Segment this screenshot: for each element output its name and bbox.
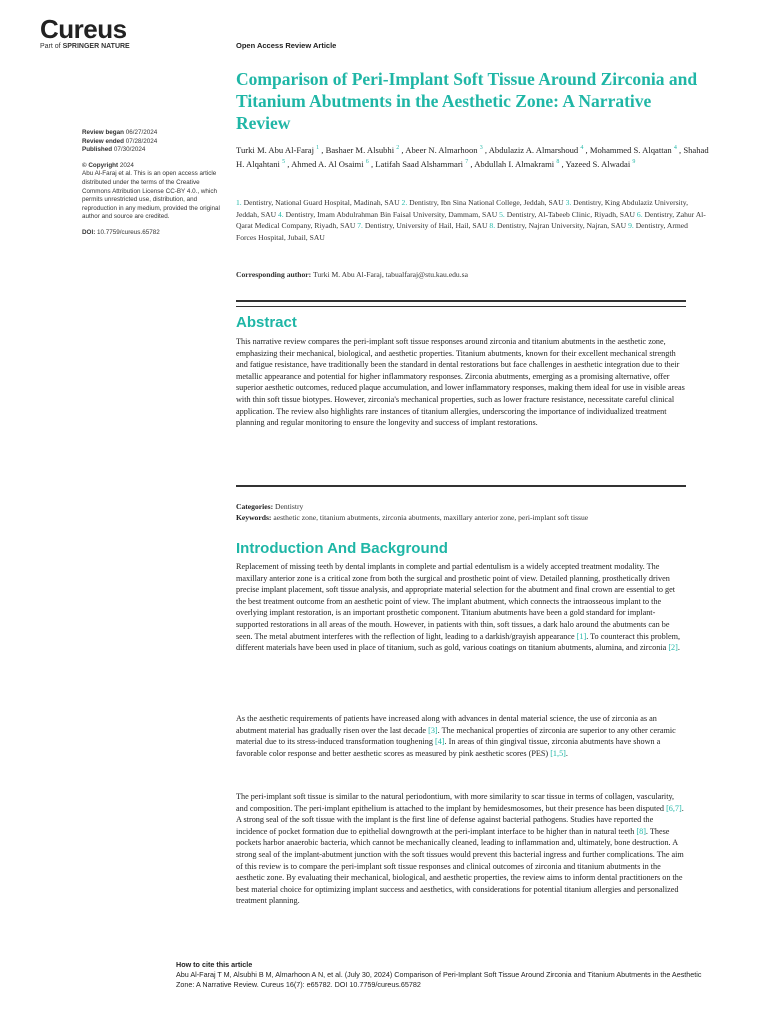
- affiliation-number: 6.: [636, 209, 643, 219]
- logo-wordmark: Cureus: [40, 14, 127, 44]
- doi: [82, 229, 222, 238]
- keywords-value: aesthetic zone, titanium abutments, zirconia abutments, maxillary anterior zone, peri-implant soft tissue: [273, 512, 589, 522]
- affiliation-number: 8.: [489, 221, 496, 231]
- corresponding-label: Corresponding author:: [236, 270, 312, 279]
- text-run: .: [565, 748, 568, 758]
- affiliation-number: 2.: [401, 198, 408, 207]
- affiliation-number: 4.: [277, 209, 284, 219]
- keywords: [236, 513, 696, 524]
- affiliation: Dentistry, Al-Tabeeb Clinic, Riyadh, SAU: [506, 209, 635, 219]
- citation-link[interactable]: [3]: [428, 725, 438, 735]
- author: Ahmed A. Al Osaimi: [291, 159, 364, 170]
- affiliation-number: 1.: [236, 198, 242, 207]
- license-text: Abu Al-Faraj et al. This is an open access article distributed under the terms of the Creative Commons Attribution License CC-BY 4.0., which permits unrestricted use, distribution, and reproduction in any medium, provided the original author and source are credited.: [82, 170, 220, 221]
- corresponding-author: [236, 270, 706, 279]
- author: Bashaer M. Alsubhi: [325, 144, 395, 155]
- categories: [236, 502, 696, 513]
- author-affiliation-ref[interactable]: 9: [632, 159, 636, 166]
- copyright-label: © Copyright: [82, 161, 119, 169]
- text-run: Replacement of missing teeth by dental implants in complete and partial edentulism is a widely accepted treatment modality. The maxillary anterior zone is a critical zone from both the surgical and prosthetic point of view. Detailed planning, prosthetically driven precise implant placement, soft tissue analysis, and appropriate material selection for the abutment and final crown are essential to get the best treatment outcome from an aesthetic point of view. The implant abutment, which connects the intraosseous implant to the overlying implant restoration, is an important prosthetic component. Titanium abutments have been a gold standard for implant-supported restorations in all areas of the mouth. However, in patients with thin, soft tissues, a dark halo around the abutments can be seen. The metal abutment interferes with the reflection of light, leading to a darkish/grayish appearance: [236, 562, 676, 641]
- affiliation: Dentistry, Zahur Al-Qarat Medical Company, Riyadh, SAU: [236, 209, 706, 231]
- affiliation: Dentistry, University of Hail, Hail, SAU: [364, 221, 488, 231]
- divider: [236, 300, 686, 307]
- affiliation: Dentistry, Armed Forces Hospital, Jubail, SAU: [236, 221, 688, 242]
- review-began: [82, 129, 222, 138]
- author-affiliation-ref[interactable]: 4: [580, 145, 584, 151]
- categories-value[interactable]: Dentistry: [275, 502, 304, 511]
- text-run: . In areas of thin gingival tissue, zirconia abutments have shown a favorable color response and better aesthetic scores as measured by pink aesthetic scores (PES): [236, 737, 661, 758]
- cureus-logo[interactable]: [40, 16, 130, 50]
- author: Yazeed S. Alwadai: [565, 159, 631, 170]
- corresponding-email[interactable]: tabualfaraj@stu.kau.edu.sa: [385, 270, 468, 279]
- article-type: Open Access Review Article: [236, 41, 337, 50]
- citation-link[interactable]: [8]: [636, 826, 646, 836]
- intro-heading: Introduction And Background: [236, 540, 448, 557]
- author-affiliation-ref[interactable]: 1: [316, 145, 320, 151]
- text-run: . The mechanical properties of zirconia are superior to any other ceramic material due to its stress-induced transformation toughening: [236, 725, 676, 747]
- keywords-label: Keywords:: [236, 512, 272, 522]
- citation-link[interactable]: [2]: [668, 643, 678, 653]
- abstract-heading: Abstract: [236, 314, 297, 331]
- author: Abdulaziz A. Almarshoud: [488, 144, 579, 155]
- author: Shahad H. Alqahtani: [236, 144, 709, 170]
- text-run: . These pockets harbor anaerobic bacteria, which cannot be mechanically cleaned, leading to inflammation and, ultimately, bone destruction. A strong seal of the implant-abutment junction with the soft tissues would prevent this bacterial ingress and further complications. The aim of this review is to compare the peri-implant soft tissue responses and clinical outcomes of zirconia and titanium abutments in the aesthetic zone. By evaluating their mechanical, biological, and aesthetic properties, the review aims to inform dental practitioners on the best material choice for optimizing implant success and aesthetics, with considerations for potential titanium allergies and personalized treatment planning.: [236, 826, 684, 906]
- intro-paragraph-2: [236, 713, 686, 759]
- citation-link[interactable]: [4]: [434, 737, 445, 747]
- affiliation-number: 3.: [565, 198, 572, 207]
- text-run: . A strong seal of the soft tissue with the implant is the first line of defense against bacterial pathogens. Studies have reported the incidence of pocket formation due to epithelial downgrowth at the peri-implant interface to be higher than in natural teeth: [236, 803, 684, 836]
- affiliation-number: 5.: [499, 209, 505, 219]
- affiliation: Dentistry, Ibn Sina National College, Jeddah, SAU: [409, 198, 564, 207]
- corresponding-name: Turki M. Abu Al-Faraj,: [312, 270, 384, 279]
- author-affiliation-ref[interactable]: 6: [365, 159, 369, 166]
- affiliation: Dentistry, King Abdulaziz University, Jeddah, SAU: [236, 198, 688, 219]
- affiliation-list: [236, 197, 706, 243]
- logo-part-of: Part of: [40, 43, 63, 50]
- affiliation: Dentistry, National Guard Hospital, Madinah, SAU: [243, 198, 400, 207]
- review-began-date: 06/27/2024: [125, 129, 158, 136]
- how-to-cite: [176, 960, 716, 991]
- intro-paragraph-3: [236, 791, 686, 907]
- review-ended-label: Review ended: [82, 137, 124, 145]
- review-began-label: Review began: [82, 129, 124, 136]
- author-affiliation-ref[interactable]: 7: [465, 159, 469, 166]
- author-affiliation-ref[interactable]: 3: [479, 145, 483, 151]
- logo-subtitle: [40, 43, 130, 50]
- copyright: [82, 162, 222, 171]
- how-to-cite-heading: How to cite this article: [176, 960, 253, 969]
- author: Abeer N. Almarhoon: [405, 144, 478, 155]
- author-affiliation-ref[interactable]: 2: [396, 145, 400, 151]
- citation-link[interactable]: [1,5]: [550, 748, 566, 758]
- affiliation-number: 9.: [628, 221, 634, 231]
- affiliation-number: 7.: [357, 221, 363, 231]
- sidebar: [82, 129, 222, 238]
- author: Turki M. Abu Al-Faraj: [236, 144, 314, 155]
- intro-paragraph-1: [236, 561, 686, 654]
- abstract-text: This narrative review compares the peri-implant soft tissue responses around zirconia and titanium abutments in the aesthetic zone, emphasizing their mechanical, biological, and aesthetic properties. Titanium abutments, known for their excellent mechanical strength and fatigue resistance, have traditionally been the standard in dental restorations but face challenges in aesthetic integration due to their metallic appearance and potential for higher inflammatory responses. Zirconia abutments, emerging as a promising alternative, offer superior aesthetic outcomes, reduced plaque accumulation, and lower inflammatory responses, making them ideal for use in visible areas with thin soft tissue biotypes. However, zirconia's mechanical properties, such as lower fracture resistance, necessitate careful clinical application. The review also highlights rare instances of titanium allergies, underscoring the importance of individualized treatment planning and regular monitoring to ensure the longevity and success of implant restorations.: [236, 337, 685, 428]
- published-date: 07/30/2024: [113, 146, 146, 154]
- categories-keywords: [236, 502, 696, 524]
- review-ended-date: 07/28/2024: [125, 137, 158, 145]
- doi-value[interactable]: 10.7759/cureus.65782: [97, 228, 160, 236]
- author: Latifah Saad Alshammari: [375, 159, 464, 170]
- copyright-year: 2024: [119, 161, 134, 169]
- author-affiliation-ref[interactable]: 8: [556, 159, 560, 166]
- divider: [236, 485, 686, 487]
- article-title: Comparison of Peri-Implant Soft Tissue Around Zirconia and Titanium Abutments in the Aesthetic Zone: A Narrative Review: [236, 69, 698, 133]
- text-run: . To counteract this problem, different materials have been used in place of titanium, such as gold, various coatings on titanium abutments, alumina, and zirconia: [236, 631, 681, 653]
- categories-label: Categories:: [236, 502, 274, 511]
- text-run: .: [677, 643, 680, 653]
- review-ended: [82, 138, 222, 147]
- logo-parent: SPRINGER NATURE: [62, 43, 130, 50]
- published-label: Published: [82, 146, 113, 154]
- affiliation: Dentistry, Najran University, Najran, SAU: [497, 221, 627, 231]
- citation-link[interactable]: [6,7]: [666, 803, 682, 813]
- text-run: The peri-implant soft tissue is similar to the natural periodontium, with more similarity to scar tissue in terms of collagen, vascularity, and composition. The peri-implant epithelium is attached to the implant by hemidesmosomes, but their presence has been disputed: [236, 792, 675, 813]
- affiliation: Dentistry, Imam Abdulrahman Bin Faisal University, Dammam, SAU: [285, 209, 498, 219]
- author: Mohammed S. Alqattan: [589, 144, 672, 155]
- author: Abdullah I. Almakrami: [474, 159, 555, 170]
- author-affiliation-ref[interactable]: 4: [673, 145, 677, 151]
- how-to-cite-text: Abu Al-Faraj T M, Alsubhi B M, Almarhoon A N, et al. (July 30, 2024) Comparison of Peri-Implant Soft Tissue Around Zirconia and Titanium Abutments in the Aesthetic Zone: A Narrative Review. Cureus 16(7): e65782. DOI 10.7759/cureus.65782: [176, 970, 702, 990]
- author-list: Turki M. Abu Al-Faraj $^1$ , Bashaer M. Alsubhi $^2$ , Abeer N. Almarhoon $^3$ , Abdulaziz A. Almarshoud $^4$ , Mohammed S. Alqattan $^4$ , Shahad H. Alqahtani $^5$ , Ahmed A. Al Osaimi $^6$ , Latifah Saad Alshammari $^7$ , Abdullah I. Almakrami $^8$ , Yazeed S. Alwadai $^9$: [236, 144, 709, 170]
- published: [82, 146, 222, 155]
- citation-link[interactable]: [1]: [576, 631, 587, 641]
- doi-label: DOI:: [82, 228, 96, 236]
- text-run: As the aesthetic requirements of patients have increased along with advances in dental material science, the use of zirconia as an abutment material has gradually risen over the last decade: [236, 714, 657, 735]
- author-affiliation-ref[interactable]: 5: [282, 159, 286, 166]
